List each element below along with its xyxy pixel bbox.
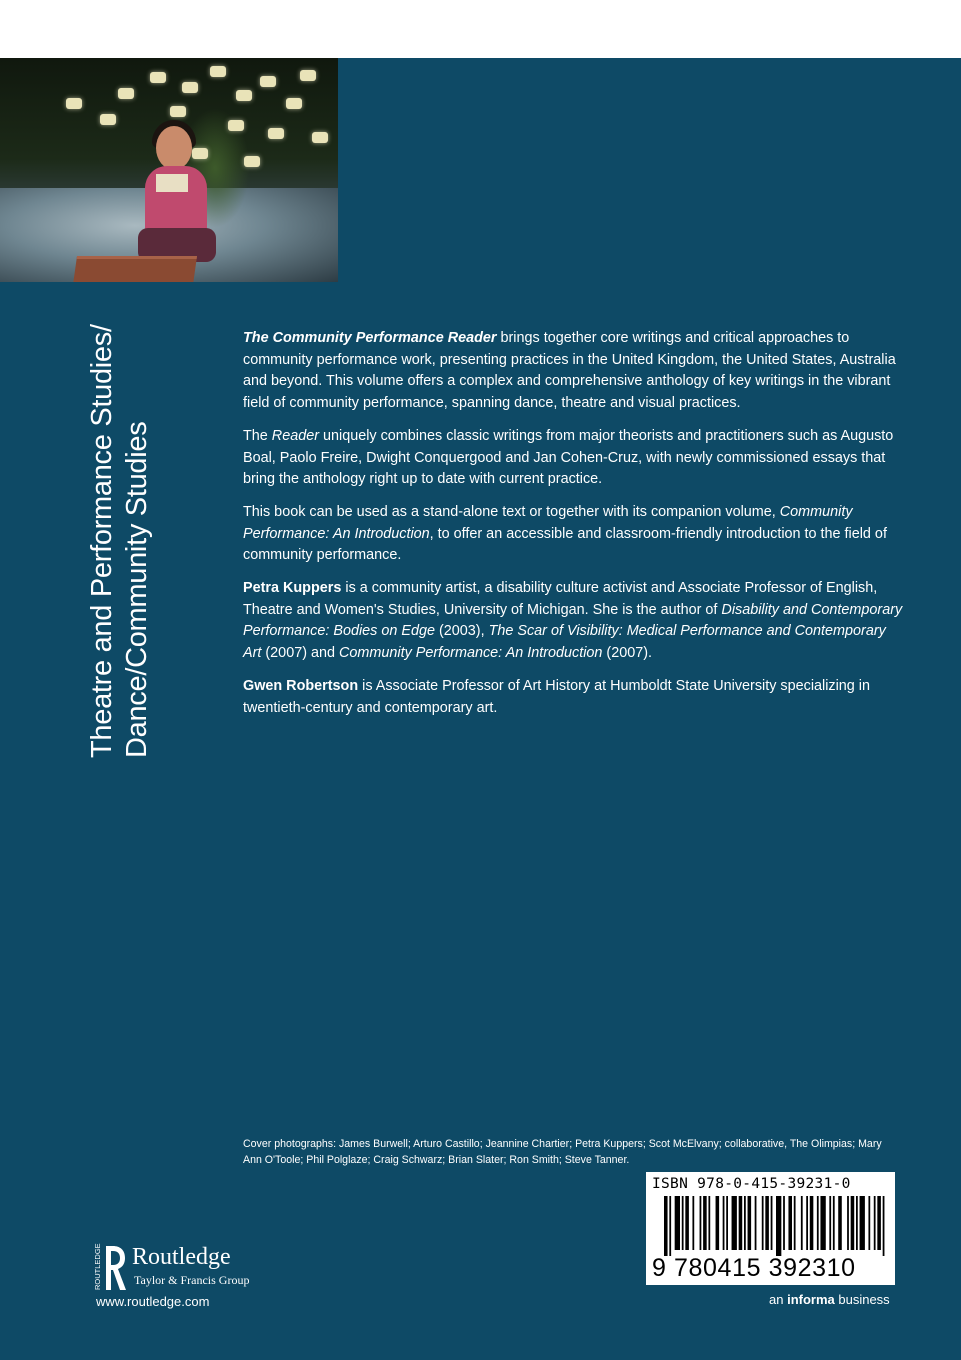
- barcode-bar: [874, 1196, 876, 1250]
- barcode-bar: [675, 1196, 680, 1250]
- book-title: The Community Performance Reader: [243, 330, 497, 346]
- barcode-bar: [755, 1196, 757, 1250]
- barcode-bar: [877, 1196, 881, 1250]
- barcode-bar: [806, 1196, 808, 1250]
- blurb-paragraph-3: This book can be used as a stand-alone text or together with its companion volume, Community Performance: An Introduction, to offer an accessible and classroom-friendly introduction to the field of community performance.: [243, 503, 887, 564]
- spine-line-2: Dance/Community Studies: [121, 421, 153, 758]
- barcode-bar: [860, 1196, 865, 1250]
- blurb-paragraph-2: The Reader uniquely combines classic writings from major theorists and practitioners such as Augusto Boal, Paolo Freire, Dwight Conquergood and Jan Cohen-Cruz, with newly commissioned essays that bring the anthology right up to date with current practice.: [243, 427, 894, 488]
- barcode-bar: [833, 1196, 835, 1250]
- barcode-bar: [847, 1196, 849, 1250]
- barcode-number: 9 780415 392310: [652, 1254, 856, 1282]
- barcode-bar: [669, 1196, 671, 1256]
- barcode-bar: [744, 1196, 746, 1250]
- barcode-bar: [726, 1196, 728, 1250]
- barcode-bar: [708, 1196, 710, 1250]
- author-name: Petra Kuppers: [243, 580, 342, 597]
- barcode-bar: [868, 1196, 870, 1250]
- publisher-name: Routledge: [132, 1244, 231, 1270]
- barcode-bar: [716, 1196, 720, 1250]
- barcode-bar: [851, 1196, 855, 1250]
- spine-line-1: Theatre and Performance Studies/: [86, 324, 118, 758]
- barcode-bars: [664, 1196, 888, 1256]
- isbn-label: ISBN 978-0-415-39231-0: [652, 1176, 851, 1192]
- barcode-bar: [664, 1196, 668, 1256]
- barcode-bar: [776, 1196, 781, 1256]
- barcode-bar: [700, 1196, 702, 1250]
- barcode-bar: [692, 1196, 694, 1250]
- barcode-bar: [817, 1196, 819, 1250]
- back-cover: [0, 58, 961, 1360]
- author-bio-kuppers: Petra Kuppers is a community artist, a disability culture activist and Associate Professor of English, Theatre and Women's Studies, University of Michigan. She is the author of Disability and Contemporary Performance: Bodies on Edge (2003), The Scar of Visibility: Medical Performance and Contemporary Art (2007) and Community Performance: An Introduction (2007).: [243, 580, 903, 662]
- barcode-bar: [788, 1196, 792, 1250]
- barcode-bar: [820, 1196, 825, 1250]
- publisher-group: Taylor & Francis Group: [134, 1273, 250, 1287]
- barcode-bar: [810, 1196, 814, 1250]
- barcode-bar: [801, 1196, 803, 1250]
- barcode-bar: [703, 1196, 707, 1250]
- svg-text:ROUTLEDGE: ROUTLEDGE: [93, 1243, 102, 1290]
- isbn-barcode: [646, 1172, 895, 1285]
- barcode-bar: [829, 1196, 831, 1250]
- barcode-bar: [762, 1196, 764, 1250]
- informa-tagline: an informa business: [769, 1292, 890, 1307]
- barcode-bar: [723, 1196, 725, 1250]
- barcode-bar: [748, 1196, 752, 1250]
- routledge-r-icon: [92, 1242, 126, 1294]
- author-bio-robertson: Gwen Robertson is Associate Professor of Art History at Humboldt State University specializing in twentieth-century and contemporary art.: [243, 677, 871, 716]
- barcode-bar: [771, 1196, 773, 1250]
- blurb: [243, 328, 903, 730]
- blurb-paragraph-1: The Community Performance Reader brings together core writings and critical approaches to community performance work, presenting practices in the United Kingdom, the United States, Australia and beyond. This volume offers a complex and comprehensive anthology of key writings in the vibrant field of community performance, spanning dance, theatre and visual practices.: [243, 330, 896, 412]
- spine-category: [85, 298, 155, 758]
- barcode-bar: [732, 1196, 737, 1250]
- author-name: Gwen Robertson: [243, 677, 359, 694]
- barcode-bar: [794, 1196, 796, 1250]
- barcode-bar: [765, 1196, 769, 1250]
- photo-credits: Cover photographs: James Burwell; Arturo Castillo; Jeannine Chartier; Petra Kuppers; Scot McElvany; collaborative, The Olimpias; Mary Ann O'Toole; Phil Polglaze; Craig Schwarz; Brian Slater; Ron Smith; Steve Tanner.: [243, 1138, 882, 1166]
- cover-photo: [0, 58, 338, 282]
- publisher-website[interactable]: www.routledge.com: [96, 1294, 210, 1309]
- barcode-bar: [883, 1196, 885, 1256]
- barcode-bar: [685, 1196, 689, 1250]
- barcode-bar: [739, 1196, 743, 1250]
- barcode-bar: [783, 1196, 785, 1250]
- barcode-bar: [838, 1196, 842, 1250]
- barcode-bar: [682, 1196, 684, 1250]
- barcode-bar: [856, 1196, 858, 1250]
